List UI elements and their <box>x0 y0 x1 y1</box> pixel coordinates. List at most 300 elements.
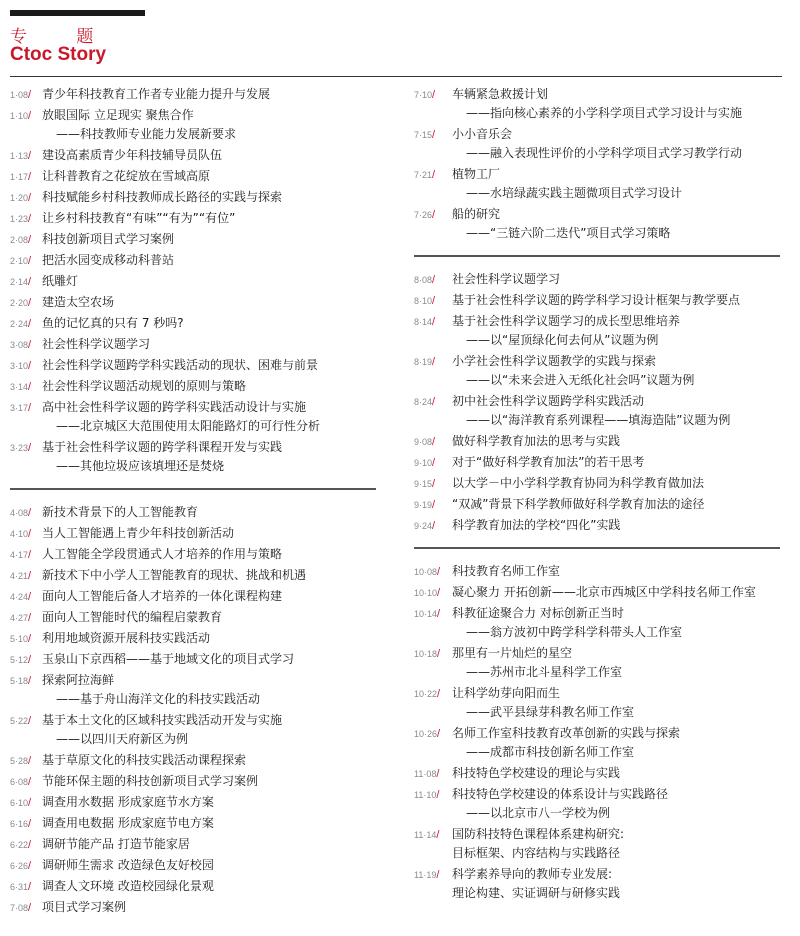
page-number-text: 11·08 <box>414 769 437 779</box>
slash-mark: / <box>432 89 436 101</box>
slash-mark: / <box>432 520 436 532</box>
page-number <box>10 234 42 246</box>
slash-mark: / <box>28 150 32 162</box>
slash-mark: / <box>28 776 32 788</box>
toc-entry[interactable] <box>414 604 784 642</box>
entry-subtitle: ——翁方波初中跨学科学科带头人工作室 <box>466 625 683 639</box>
page-number <box>10 442 42 454</box>
toc-entry[interactable] <box>10 85 380 104</box>
toc-entry[interactable] <box>414 825 784 863</box>
page-number-text: 5·10 <box>10 634 29 644</box>
page-number-text: 6·16 <box>10 819 29 829</box>
page-number <box>414 566 452 578</box>
slash-mark: / <box>436 789 440 801</box>
page-number-text: 7·10 <box>414 90 433 100</box>
toc-entry[interactable] <box>10 230 380 249</box>
slash-mark: / <box>437 566 441 578</box>
toc-entry[interactable] <box>10 835 380 854</box>
toc-entry[interactable] <box>414 432 784 451</box>
entry-subtitle: ——以“海洋教育系列课程——填海造陆”议题为例 <box>466 413 731 427</box>
page-number-text: 2·10 <box>10 256 29 266</box>
page-number <box>414 688 452 700</box>
toc-entry[interactable] <box>10 398 380 436</box>
page-number <box>10 612 42 624</box>
page-number <box>10 902 42 914</box>
page-number <box>414 728 452 740</box>
page-number-text: 1·17 <box>10 172 29 182</box>
entry-title: 科教征途聚合力 对标创新正当时 <box>452 606 624 620</box>
slash-mark: / <box>28 110 32 122</box>
toc-entry[interactable] <box>10 814 380 833</box>
toc-section <box>10 503 380 917</box>
page-number-text: 1·13 <box>10 151 29 161</box>
toc-entry[interactable] <box>10 711 380 749</box>
page-number <box>414 829 452 841</box>
toc-entry[interactable] <box>10 545 380 564</box>
page-number-text: 9·19 <box>414 500 433 510</box>
page-number <box>414 499 452 511</box>
toc-entry[interactable] <box>10 608 380 627</box>
toc-entry[interactable] <box>10 209 380 228</box>
slash-mark: / <box>28 612 32 624</box>
page-number-text: 5·28 <box>10 756 29 766</box>
page-number <box>414 169 452 181</box>
page-number-text: 4·10 <box>10 529 29 539</box>
page-number <box>10 360 42 372</box>
entry-subtitle: ——以北京市八一学校为例 <box>466 806 611 820</box>
toc-entry[interactable] <box>10 335 380 354</box>
page-number-text: 6·08 <box>10 777 29 787</box>
page-number <box>414 129 452 141</box>
slash-mark: / <box>432 295 436 307</box>
entry-subtitle: ——基于舟山海洋文化的科技实践活动 <box>56 692 261 706</box>
entry-title: 基于社会性科学议题的跨学科课程开发与实践 <box>42 440 283 454</box>
entry-title: 社会性科学议题跨学科实践活动的现状、困难与前景 <box>42 358 319 372</box>
slash-mark: / <box>436 768 440 780</box>
page-number-text: 1·08 <box>10 90 29 100</box>
right-column <box>414 85 784 905</box>
entry-subtitle: ——其他垃圾应该填埋还是焚烧 <box>56 459 225 473</box>
slash-mark: / <box>28 839 32 851</box>
page-number-text: 3·23 <box>10 443 29 453</box>
toc-entry[interactable] <box>10 751 380 770</box>
entry-title: 初中社会性科学议题跨学科实践活动 <box>452 394 645 408</box>
toc-entry[interactable] <box>414 644 784 682</box>
entry-title: “双减”背景下科学教师做好科学教育加法的途径 <box>452 497 705 511</box>
page-number <box>10 213 42 225</box>
entry-title: 基于社会性科学议题的跨学科学习设计框架与教学要点 <box>452 293 741 307</box>
entry-title: 凝心聚力 开拓创新——北京市西城区中学科技名师工作室 <box>452 585 756 599</box>
page-number <box>10 633 42 645</box>
page-number-text: 2·20 <box>10 298 29 308</box>
entry-title: 车辆紧急救援计划 <box>452 87 549 101</box>
page-number <box>10 549 42 561</box>
entry-title: 青少年科技教育工作者专业能力提升与发展 <box>42 87 271 101</box>
page-number <box>10 860 42 872</box>
section-divider <box>414 255 780 257</box>
slash-mark: / <box>432 457 436 469</box>
slash-mark: / <box>28 339 32 351</box>
page-number-text: 10·14 <box>414 609 438 619</box>
page-number-text: 5·12 <box>10 655 29 665</box>
page-number <box>10 591 42 603</box>
entry-title: 建设高素质青少年科技辅导员队伍 <box>42 148 223 162</box>
slash-mark: / <box>28 192 32 204</box>
page-number <box>10 381 42 393</box>
page-number <box>414 478 452 490</box>
slash-mark: / <box>28 654 32 666</box>
entry-title: 科学教育加法的学校“四化”实践 <box>452 518 621 532</box>
toc-section <box>414 270 784 535</box>
slash-mark: / <box>28 276 32 288</box>
page-number-text: 10·18 <box>414 649 438 659</box>
slash-mark: / <box>437 648 441 660</box>
toc-entry[interactable] <box>10 772 380 791</box>
section-divider <box>414 547 780 549</box>
slash-mark: / <box>28 715 32 727</box>
entry-title: 新技术背景下的人工智能教育 <box>42 505 199 519</box>
page-number-text: 2·14 <box>10 277 29 287</box>
entry-title: 当人工智能遇上青少年科技创新活动 <box>42 526 235 540</box>
toc-entry[interactable] <box>10 856 380 875</box>
toc-entry[interactable] <box>10 587 380 606</box>
page-number-text: 1·20 <box>10 193 29 203</box>
page-number <box>10 110 42 122</box>
page-number-text: 10·10 <box>414 588 438 598</box>
entry-title: 做好科学教育加法的思考与实践 <box>452 434 621 448</box>
page-number <box>10 528 42 540</box>
entry-subtitle: ——以四川天府新区为例 <box>56 732 189 746</box>
toc-entry[interactable] <box>10 438 380 476</box>
slash-mark: / <box>28 902 32 914</box>
entry-subtitle: ——以“未来会进入无纸化社会吗”议题为例 <box>466 373 695 387</box>
slash-mark: / <box>432 169 436 181</box>
entry-title: 把活水园变成移动科普站 <box>42 253 175 267</box>
entry-title: 面向人工智能后备人才培养的一体化课程构建 <box>42 589 283 603</box>
page-number <box>10 570 42 582</box>
slash-mark: / <box>432 478 436 490</box>
slash-mark: / <box>28 318 32 330</box>
page-number <box>414 520 452 532</box>
slash-mark: / <box>28 570 32 582</box>
entry-title: 名师工作室科技教育改革创新的实践与探索 <box>452 726 681 740</box>
slash-mark: / <box>28 881 32 893</box>
toc-entry[interactable] <box>414 85 784 123</box>
page-number-text: 6·31 <box>10 882 29 892</box>
toc-entry[interactable] <box>414 724 784 762</box>
page-number <box>10 654 42 666</box>
entry-title: 国防科技特色课程体系建构研究: <box>452 827 625 841</box>
entry-title: 玉泉山下京西稻——基于地域文化的项目式学习 <box>42 652 295 666</box>
page-number <box>10 776 42 788</box>
page-number-text: 8·24 <box>414 397 433 407</box>
entry-title: 植物工厂 <box>452 167 501 181</box>
toc-entry[interactable] <box>414 684 784 722</box>
toc-section <box>414 85 784 243</box>
toc-entry[interactable] <box>10 293 380 312</box>
page-number-text: 4·08 <box>10 508 29 518</box>
toc-entry[interactable] <box>414 495 784 514</box>
entry-title: 科技创新项目式学习案例 <box>42 232 175 246</box>
page-number-text: 4·21 <box>10 571 29 581</box>
page-number <box>414 295 452 307</box>
page-number <box>414 209 452 221</box>
toc-entry[interactable] <box>414 865 784 903</box>
slash-mark: / <box>437 587 441 599</box>
entry-title: 高中社会性科学议题的跨学科实践活动设计与实施 <box>42 400 307 414</box>
toc-entry[interactable] <box>10 314 380 333</box>
page-number <box>10 839 42 851</box>
page-number-text: 10·08 <box>414 567 438 577</box>
page-number-text: 4·17 <box>10 550 29 560</box>
toc-entry[interactable] <box>10 629 380 648</box>
entry-title: 科学素养导向的教师专业发展: <box>452 867 613 881</box>
toc-entry[interactable] <box>414 764 784 783</box>
slash-mark: / <box>437 688 441 700</box>
page-number-text: 8·10 <box>414 296 433 306</box>
page-number <box>10 192 42 204</box>
entry-subtitle: ——“三链六阶二迭代”项目式学习策略 <box>466 226 671 240</box>
toc-entry[interactable] <box>414 270 784 289</box>
page-number-text: 11·10 <box>414 790 437 800</box>
page-number <box>414 89 452 101</box>
toc-entry[interactable] <box>10 671 380 709</box>
page-number <box>10 318 42 330</box>
left-column <box>10 85 380 919</box>
entry-subtitle: ——指向核心素养的小学科学项目式学习设计与实施 <box>466 106 743 120</box>
page-number <box>10 797 42 809</box>
entry-title: 基于社会性科学议题学习的成长型思维培养 <box>452 314 681 328</box>
slash-mark: / <box>28 591 32 603</box>
toc-entry[interactable] <box>10 377 380 396</box>
entry-title: 基于本土文化的区域科技实践活动开发与实施 <box>42 713 283 727</box>
slash-mark: / <box>436 869 440 881</box>
page-number <box>414 587 452 599</box>
toc-entry[interactable] <box>10 524 380 543</box>
slash-mark: / <box>28 381 32 393</box>
entry-title: 以大学－中小学科学教育协同为科学教育做加法 <box>452 476 705 490</box>
entry-subtitle: 理论构建、实证调研与研修实践 <box>452 886 621 900</box>
slash-mark: / <box>28 402 32 414</box>
toc-entry[interactable] <box>10 650 380 669</box>
page-number <box>414 648 452 660</box>
slash-mark: / <box>28 860 32 872</box>
toc-entry[interactable] <box>414 474 784 493</box>
page-number-text: 9·10 <box>414 458 433 468</box>
toc-entry[interactable] <box>10 106 380 144</box>
entry-title: 社会性科学议题学习 <box>452 272 561 286</box>
page-number-text: 9·24 <box>414 521 433 531</box>
page-number-text: 9·08 <box>414 437 433 447</box>
entry-title: 小小音乐会 <box>452 127 513 141</box>
entry-subtitle: ——成都市科技创新名师工作室 <box>466 745 635 759</box>
entry-title: 调研师生需求 改造绿色友好校园 <box>42 858 214 872</box>
slash-mark: / <box>28 675 32 687</box>
page-number-text: 2·24 <box>10 319 29 329</box>
page-number-text: 7·26 <box>414 210 433 220</box>
page-number <box>414 768 452 780</box>
page-number <box>10 715 42 727</box>
toc-entry[interactable] <box>10 877 380 896</box>
page-number <box>10 255 42 267</box>
page-number <box>10 276 42 288</box>
toc-entry[interactable] <box>414 392 784 430</box>
slash-mark: / <box>28 213 32 225</box>
entry-title: 让科普教育之花绽放在雪域高原 <box>42 169 211 183</box>
slash-mark: / <box>432 436 436 448</box>
entry-subtitle: 目标框架、内容结构与实践路径 <box>452 846 621 860</box>
slash-mark: / <box>432 356 436 368</box>
page-number <box>10 171 42 183</box>
toc-entry[interactable] <box>10 146 380 165</box>
entry-title: 人工智能全学段贯通式人才培养的作用与策略 <box>42 547 283 561</box>
page-number <box>10 507 42 519</box>
toc-entry[interactable] <box>10 188 380 207</box>
slash-mark: / <box>28 633 32 645</box>
entry-title: 建造太空农场 <box>42 295 115 309</box>
slash-mark: / <box>432 209 436 221</box>
entry-title: 纸雕灯 <box>42 274 79 288</box>
toc-entry[interactable] <box>10 272 380 291</box>
toc-entry[interactable] <box>414 562 784 581</box>
entry-title: 科技赋能乡村科技教师成长路径的实践与探索 <box>42 190 283 204</box>
page-number-text: 7·08 <box>10 903 29 913</box>
page-number-text: 5·18 <box>10 676 29 686</box>
page-number <box>414 608 452 620</box>
entry-title: 放眼国际 立足现实 聚焦合作 <box>42 108 194 122</box>
toc-entry[interactable] <box>414 516 784 535</box>
toc-entry[interactable] <box>10 356 380 375</box>
toc-section <box>414 562 784 903</box>
entry-title: 那里有一片灿烂的星空 <box>452 646 573 660</box>
slash-mark: / <box>28 442 32 454</box>
toc-entry[interactable] <box>414 312 784 350</box>
top-bar <box>10 10 145 16</box>
page-number <box>10 297 42 309</box>
toc-entry[interactable] <box>10 503 380 522</box>
page-number <box>10 755 42 767</box>
page-number <box>414 274 452 286</box>
entry-title: 科技特色学校建设的理论与实践 <box>452 766 621 780</box>
entry-title: 调研节能产品 打造节能家居 <box>42 837 190 851</box>
slash-mark: / <box>432 274 436 286</box>
page-number-text: 3·17 <box>10 403 29 413</box>
slash-mark: / <box>437 608 441 620</box>
toc-entry[interactable] <box>414 291 784 310</box>
page-number-text: 8·19 <box>414 357 433 367</box>
entry-title: 项目式学习案例 <box>42 900 127 914</box>
toc-entry[interactable] <box>414 453 784 472</box>
toc-entry[interactable] <box>10 167 380 186</box>
entry-title: 鱼的记忆真的只有 7 秒吗? <box>42 316 184 330</box>
slash-mark: / <box>432 499 436 511</box>
entry-title: 小学社会性科学议题教学的实践与探索 <box>452 354 657 368</box>
entry-title: 船的研究 <box>452 207 501 221</box>
slash-mark: / <box>28 797 32 809</box>
slash-mark: / <box>28 255 32 267</box>
page-number-text: 8·08 <box>414 275 433 285</box>
page-number-text: 1·10 <box>10 111 29 121</box>
page-number-text: 4·27 <box>10 613 29 623</box>
entry-title: 调查用水数据 形成家庭节水方案 <box>42 795 214 809</box>
toc-entry[interactable] <box>10 251 380 270</box>
page-title: 专 题 <box>10 27 116 47</box>
page-number-text: 2·08 <box>10 235 29 245</box>
page-number-text: 4·24 <box>10 592 29 602</box>
slash-mark: / <box>432 396 436 408</box>
page-number-text: 8·14 <box>414 317 433 327</box>
toc-entry[interactable] <box>414 583 784 602</box>
page-number-text: 3·14 <box>10 382 29 392</box>
slash-mark: / <box>28 818 32 830</box>
slash-mark: / <box>436 829 440 841</box>
slash-mark: / <box>432 316 436 328</box>
entry-title: 调查用电数据 形成家庭节电方案 <box>42 816 214 830</box>
slash-mark: / <box>28 234 32 246</box>
page-number-text: 6·22 <box>10 840 29 850</box>
page-number <box>414 457 452 469</box>
page-number-text: 11·14 <box>414 830 437 840</box>
slash-mark: / <box>28 507 32 519</box>
entry-title: 节能环保主题的科技创新项目式学习案例 <box>42 774 259 788</box>
entry-title: 面向人工智能时代的编程启蒙教育 <box>42 610 223 624</box>
page-number <box>10 818 42 830</box>
page-number <box>414 869 452 881</box>
page-number-text: 7·15 <box>414 130 433 140</box>
toc-entry[interactable] <box>414 352 784 390</box>
entry-subtitle: ——北京城区大范围使用太阳能路灯的可行性分析 <box>56 419 321 433</box>
toc-entry[interactable] <box>10 898 380 917</box>
toc-entry[interactable] <box>414 205 784 243</box>
entry-title: 基于草原文化的科技实践活动课程探索 <box>42 753 247 767</box>
entry-title: 社会性科学议题活动规划的原则与策略 <box>42 379 247 393</box>
toc-entry[interactable] <box>414 165 784 203</box>
slash-mark: / <box>432 129 436 141</box>
slash-mark: / <box>28 755 32 767</box>
page-number-text: 9·15 <box>414 479 433 489</box>
entry-title: 对于“做好科学教育加法”的若干思考 <box>452 455 645 469</box>
entry-title: 让科学幼芽向阳而生 <box>452 686 561 700</box>
entry-subtitle: ——科技教师专业能力发展新要求 <box>56 127 237 141</box>
page-number-text: 10·26 <box>414 729 438 739</box>
page-number <box>414 316 452 328</box>
page-number <box>414 436 452 448</box>
toc-entry[interactable] <box>10 793 380 812</box>
toc-entry[interactable] <box>414 785 784 823</box>
page-number-text: 3·10 <box>10 361 29 371</box>
header-divider <box>10 76 782 77</box>
entry-subtitle: ——武平县绿芽科教名师工作室 <box>466 705 635 719</box>
slash-mark: / <box>28 549 32 561</box>
entry-title: 科技特色学校建设的体系设计与实践路径 <box>452 787 669 801</box>
slash-mark: / <box>28 297 32 309</box>
slash-mark: / <box>437 728 441 740</box>
page-number <box>414 789 452 801</box>
page-number-text: 5·22 <box>10 716 29 726</box>
page-number-text: 7·21 <box>414 170 433 180</box>
entry-title: 让乡村科技教育“有味”“有为”“有位” <box>42 211 236 225</box>
page-number <box>414 396 452 408</box>
page-number-text: 6·10 <box>10 798 29 808</box>
slash-mark: / <box>28 360 32 372</box>
page-number <box>10 402 42 414</box>
toc-entry[interactable] <box>10 566 380 585</box>
slash-mark: / <box>28 528 32 540</box>
page-number <box>414 356 452 368</box>
toc-entry[interactable] <box>414 125 784 163</box>
page-number-text: 6·26 <box>10 861 29 871</box>
entry-title: 科技教育名师工作室 <box>452 564 561 578</box>
